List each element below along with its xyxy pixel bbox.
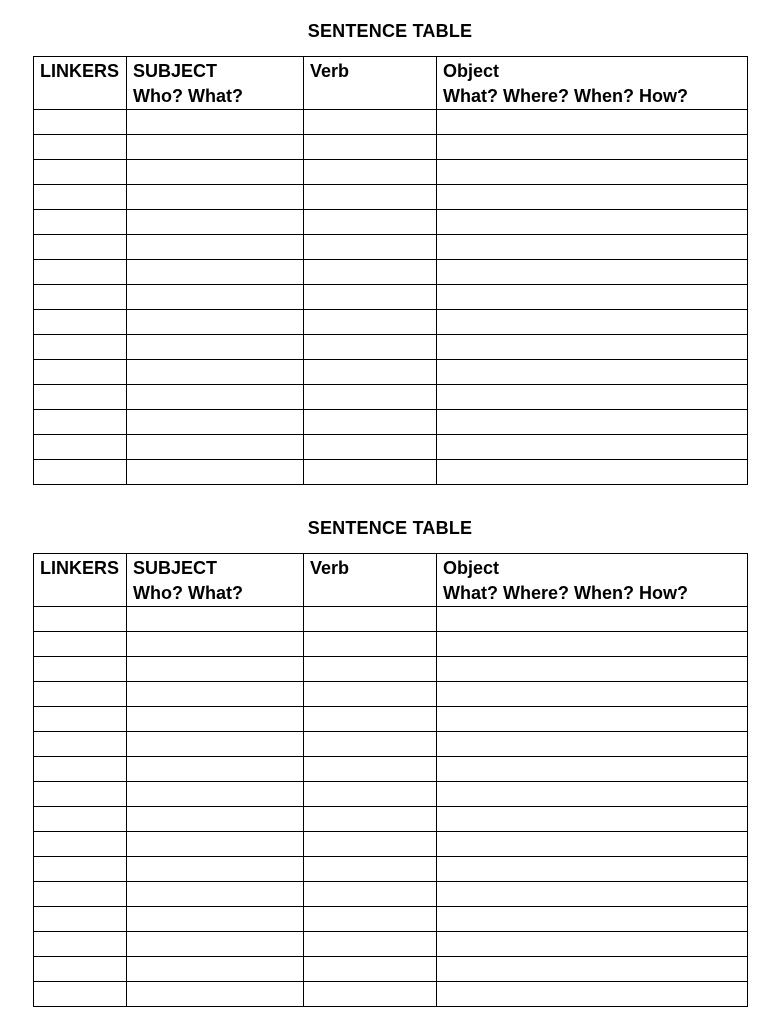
header-label: SUBJECT: [133, 61, 218, 81]
subject-cell[interactable]: [127, 410, 304, 435]
linkers-cell[interactable]: [34, 607, 127, 632]
table-row: [34, 782, 748, 807]
object-cell[interactable]: [437, 707, 748, 732]
verb-cell[interactable]: [304, 757, 437, 782]
table-row: [34, 285, 748, 310]
subject-header: [127, 554, 304, 607]
object-cell[interactable]: [437, 882, 748, 907]
table-row: [34, 410, 748, 435]
verb-cell[interactable]: [304, 707, 437, 732]
sentence-table: [33, 56, 748, 485]
subject-cell[interactable]: [127, 882, 304, 907]
subject-header: [127, 57, 304, 110]
object-cell[interactable]: [437, 807, 748, 832]
verb-cell[interactable]: [304, 260, 437, 285]
verb-cell[interactable]: [304, 310, 437, 335]
object-cell[interactable]: [437, 210, 748, 235]
subject-cell[interactable]: [127, 957, 304, 982]
linkers-cell[interactable]: [34, 832, 127, 857]
header-row: [34, 57, 748, 110]
verb-cell[interactable]: [304, 682, 437, 707]
verb-cell[interactable]: [304, 410, 437, 435]
subject-cell[interactable]: [127, 682, 304, 707]
verb-cell[interactable]: [304, 957, 437, 982]
subject-cell[interactable]: [127, 657, 304, 682]
subject-cell[interactable]: [127, 135, 304, 160]
subject-cell[interactable]: [127, 210, 304, 235]
table-row: [34, 310, 748, 335]
object-header: [437, 554, 748, 607]
table-row: [34, 957, 748, 982]
header-subtitle: Who? What?: [133, 583, 243, 603]
linkers-cell[interactable]: [34, 310, 127, 335]
table-row: [34, 707, 748, 732]
table-row: [34, 335, 748, 360]
linkers-header: [34, 57, 127, 110]
subject-cell[interactable]: [127, 832, 304, 857]
object-cell[interactable]: [437, 135, 748, 160]
header-subtitle: Who? What?: [133, 86, 243, 106]
table-row: [34, 907, 748, 932]
linkers-cell[interactable]: [34, 385, 127, 410]
object-cell[interactable]: [437, 285, 748, 310]
table-row: [34, 657, 748, 682]
verb-cell[interactable]: [304, 285, 437, 310]
subject-cell[interactable]: [127, 260, 304, 285]
verb-cell[interactable]: [304, 932, 437, 957]
sentence-table-title: SENTENCE TABLE: [307, 21, 473, 41]
linkers-cell[interactable]: [34, 732, 127, 757]
linkers-cell[interactable]: [34, 857, 127, 882]
linkers-cell[interactable]: [34, 210, 127, 235]
table-row: [34, 982, 748, 1007]
table-row: [34, 857, 748, 882]
verb-cell[interactable]: [304, 857, 437, 882]
subject-cell[interactable]: [127, 757, 304, 782]
verb-cell[interactable]: [304, 210, 437, 235]
linkers-cell[interactable]: [34, 285, 127, 310]
linkers-cell[interactable]: [34, 682, 127, 707]
verb-cell[interactable]: [304, 360, 437, 385]
object-cell[interactable]: [437, 732, 748, 757]
object-cell[interactable]: [437, 932, 748, 957]
verb-cell[interactable]: [304, 135, 437, 160]
subject-cell[interactable]: [127, 857, 304, 882]
verb-header: [304, 554, 437, 607]
linkers-cell[interactable]: [34, 410, 127, 435]
table-row: [34, 882, 748, 907]
verb-cell[interactable]: [304, 335, 437, 360]
object-cell[interactable]: [437, 335, 748, 360]
table-row: [34, 832, 748, 857]
object-cell[interactable]: [437, 260, 748, 285]
table-row: [34, 135, 748, 160]
header-subtitle: What? Where? When? How?: [443, 583, 688, 603]
subject-cell[interactable]: [127, 782, 304, 807]
verb-cell[interactable]: [304, 435, 437, 460]
verb-cell[interactable]: [304, 632, 437, 657]
sentence-table: [33, 553, 748, 1007]
object-header: [437, 57, 748, 110]
linkers-cell[interactable]: [34, 982, 127, 1007]
table-row: [34, 632, 748, 657]
sentence-table-section-2: [33, 515, 747, 1007]
subject-cell[interactable]: [127, 932, 304, 957]
verb-cell[interactable]: [304, 657, 437, 682]
header-label: LINKERS: [40, 61, 120, 81]
header-label: SUBJECT: [133, 558, 218, 578]
subject-cell[interactable]: [127, 310, 304, 335]
table-row: [34, 210, 748, 235]
header-row: [34, 554, 748, 607]
verb-cell[interactable]: [304, 807, 437, 832]
header-label: Verb: [310, 61, 350, 81]
sentence-table-title: SENTENCE TABLE: [307, 518, 473, 538]
table-row: [34, 385, 748, 410]
subject-cell[interactable]: [127, 110, 304, 135]
verb-cell[interactable]: [304, 882, 437, 907]
verb-cell[interactable]: [304, 982, 437, 1007]
linkers-cell[interactable]: [34, 135, 127, 160]
subject-cell[interactable]: [127, 185, 304, 210]
object-cell[interactable]: [437, 435, 748, 460]
object-cell[interactable]: [437, 185, 748, 210]
subject-cell[interactable]: [127, 632, 304, 657]
linkers-cell[interactable]: [34, 460, 127, 485]
object-cell[interactable]: [437, 160, 748, 185]
verb-cell[interactable]: [304, 832, 437, 857]
table-row: [34, 110, 748, 135]
object-cell[interactable]: [437, 607, 748, 632]
verb-cell[interactable]: [304, 907, 437, 932]
sentence-table-section-1: [33, 18, 747, 485]
linkers-cell[interactable]: [34, 335, 127, 360]
object-cell[interactable]: [437, 657, 748, 682]
verb-cell[interactable]: [304, 185, 437, 210]
linkers-header: [34, 554, 127, 607]
linkers-cell[interactable]: [34, 707, 127, 732]
object-cell[interactable]: [437, 310, 748, 335]
table-row: [34, 460, 748, 485]
subject-cell[interactable]: [127, 707, 304, 732]
linkers-cell[interactable]: [34, 632, 127, 657]
linkers-cell[interactable]: [34, 932, 127, 957]
linkers-cell[interactable]: [34, 360, 127, 385]
linkers-cell[interactable]: [34, 882, 127, 907]
linkers-cell[interactable]: [34, 807, 127, 832]
table-row: [34, 607, 748, 632]
subject-cell[interactable]: [127, 285, 304, 310]
verb-cell[interactable]: [304, 160, 437, 185]
subject-cell[interactable]: [127, 385, 304, 410]
verb-cell[interactable]: [304, 607, 437, 632]
table-row: [34, 757, 748, 782]
subject-cell[interactable]: [127, 907, 304, 932]
linkers-cell[interactable]: [34, 757, 127, 782]
linkers-cell[interactable]: [34, 782, 127, 807]
header-label: Object: [443, 61, 500, 81]
subject-cell[interactable]: [127, 335, 304, 360]
object-cell[interactable]: [437, 957, 748, 982]
subject-cell[interactable]: [127, 360, 304, 385]
subject-cell[interactable]: [127, 732, 304, 757]
linkers-cell[interactable]: [34, 435, 127, 460]
object-cell[interactable]: [437, 757, 748, 782]
linkers-cell[interactable]: [34, 260, 127, 285]
verb-cell[interactable]: [304, 732, 437, 757]
table-row: [34, 932, 748, 957]
header-subtitle: What? Where? When? How?: [443, 86, 688, 106]
header-label: LINKERS: [40, 558, 120, 578]
table-row: [34, 732, 748, 757]
subject-cell[interactable]: [127, 982, 304, 1007]
table-row: [34, 160, 748, 185]
linkers-cell[interactable]: [34, 110, 127, 135]
linkers-cell[interactable]: [34, 185, 127, 210]
object-cell[interactable]: [437, 907, 748, 932]
table-row: [34, 260, 748, 285]
verb-header: [304, 57, 437, 110]
object-cell[interactable]: [437, 982, 748, 1007]
object-cell[interactable]: [437, 410, 748, 435]
subject-cell[interactable]: [127, 460, 304, 485]
object-cell[interactable]: [437, 682, 748, 707]
header-label: Object: [443, 558, 500, 578]
linkers-cell[interactable]: [34, 160, 127, 185]
table-row: [34, 807, 748, 832]
object-cell[interactable]: [437, 460, 748, 485]
object-cell[interactable]: [437, 832, 748, 857]
object-cell[interactable]: [437, 110, 748, 135]
table-row: [34, 360, 748, 385]
verb-cell[interactable]: [304, 782, 437, 807]
linkers-cell[interactable]: [34, 657, 127, 682]
object-cell[interactable]: [437, 782, 748, 807]
table-row: [34, 185, 748, 210]
object-cell[interactable]: [437, 857, 748, 882]
linkers-cell[interactable]: [34, 957, 127, 982]
table-row: [34, 682, 748, 707]
header-label: Verb: [310, 558, 350, 578]
object-cell[interactable]: [437, 632, 748, 657]
object-cell[interactable]: [437, 235, 748, 260]
subject-cell[interactable]: [127, 435, 304, 460]
verb-cell[interactable]: [304, 385, 437, 410]
subject-cell[interactable]: [127, 235, 304, 260]
subject-cell[interactable]: [127, 607, 304, 632]
object-cell[interactable]: [437, 360, 748, 385]
linkers-cell[interactable]: [34, 235, 127, 260]
table-row: [34, 435, 748, 460]
verb-cell[interactable]: [304, 460, 437, 485]
linkers-cell[interactable]: [34, 907, 127, 932]
object-cell[interactable]: [437, 385, 748, 410]
table-row: [34, 235, 748, 260]
subject-cell[interactable]: [127, 160, 304, 185]
subject-cell[interactable]: [127, 807, 304, 832]
verb-cell[interactable]: [304, 110, 437, 135]
verb-cell[interactable]: [304, 235, 437, 260]
